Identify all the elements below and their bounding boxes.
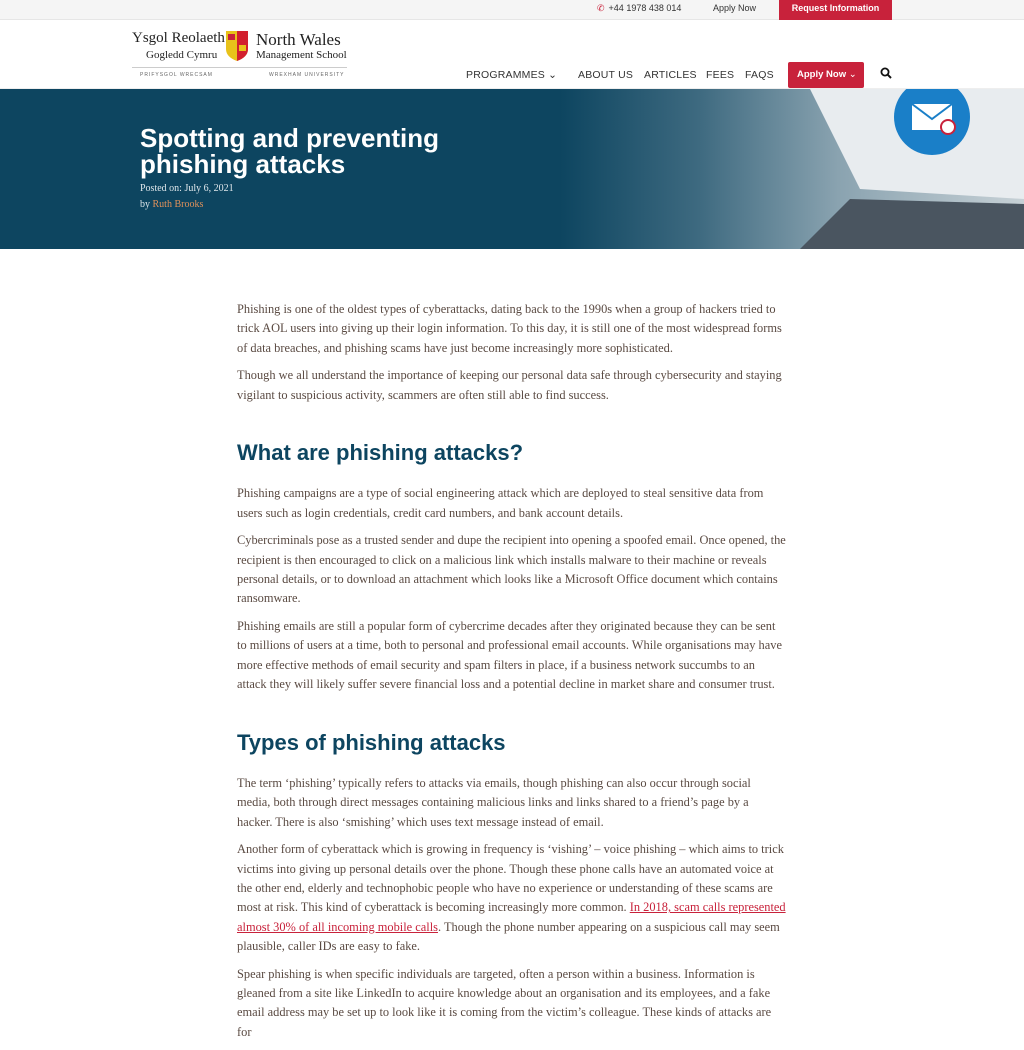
hero-laptop-image bbox=[560, 89, 1024, 249]
top-apply-link[interactable]: Apply Now bbox=[713, 3, 757, 13]
post-date: Posted on: July 6, 2021 bbox=[140, 183, 234, 194]
site-header bbox=[0, 20, 1024, 89]
author-link[interactable]: Ruth Brooks bbox=[152, 199, 204, 210]
paragraph: Phishing is one of the oldest types of cyberattacks, dating back to the 1990s when a group of hackers tried to trick AOL users into giving up their login information. To this day, it is still one of the most widespread forms of data breaches, and phishing scams have just become increasingly more sophisticated. bbox=[237, 302, 782, 355]
nav-fees[interactable]: FEES bbox=[706, 69, 735, 81]
request-information-button[interactable]: Request Information bbox=[779, 0, 892, 20]
phone-link[interactable] bbox=[597, 3, 681, 14]
article-body bbox=[237, 300, 787, 1050]
top-bar bbox=[0, 0, 1024, 20]
logo-english-line1: North Wales bbox=[256, 30, 341, 49]
paragraph: Spear phishing is when specific individuals are targeted, often a person within a business. Information is gleaned from a site like LinkedIn to acquire knowledge about an organisation and its employees, and a fake email address may be set up to look like it is coming from the victim’s colleague. These kinds of attacks are for bbox=[237, 966, 772, 1039]
logo-divider bbox=[132, 67, 347, 68]
text: . Though the phone number appearing on a suspicious call may seem plausible, caller IDs are easy to fake. bbox=[237, 919, 780, 954]
apply-now-button[interactable] bbox=[788, 62, 864, 88]
logo-sub-welsh: PRIFYSGOL WRECSAM bbox=[140, 72, 213, 78]
chevron-down-icon: ⌄ bbox=[848, 69, 857, 80]
nav-about-us[interactable]: ABOUT US bbox=[578, 69, 634, 81]
scam-calls-link[interactable]: In 2018, scam calls represented almost 30% of all incoming mobile calls bbox=[237, 900, 786, 934]
logo-sub-english: WREXHAM UNIVERSITY bbox=[269, 72, 345, 78]
paragraph: The term ‘phishing’ typically refers to attacks via emails, though phishing can also occur through social media, both through direct messages containing malicious links and links shared to a friend’s page by a hacker. There is also ‘smishing’ which uses text message instead of email. bbox=[237, 775, 751, 829]
page-title: Spotting and preventing phishing attacks bbox=[140, 123, 439, 179]
post-author bbox=[140, 199, 203, 210]
shield-crest-icon bbox=[226, 31, 248, 61]
search-icon[interactable] bbox=[880, 67, 892, 82]
paragraph bbox=[237, 840, 787, 956]
by-label: by bbox=[140, 199, 150, 210]
text: Another form of cyberattack which is growing in frequency is ‘vishing’ – voice phishing – which aims to trick victims into giving up personal details over the phone. Though these phone calls have an automated voice at the other end, elderly and technophobic people who have no experience or understanding of these scams are most at risk. This kind of cyberattack is becoming increasingly more common. bbox=[237, 842, 784, 915]
logo[interactable] bbox=[132, 30, 347, 82]
hero-banner bbox=[0, 89, 1024, 249]
phone-icon: ✆ bbox=[597, 3, 605, 13]
nav-programmes[interactable] bbox=[466, 69, 557, 81]
logo-welsh-line1: Ysgol Reolaeth bbox=[132, 30, 225, 46]
chevron-down-icon: ⌄ bbox=[548, 69, 558, 81]
section-heading: Types of phishing attacks bbox=[237, 729, 506, 755]
logo-welsh-line2: Gogledd Cymru bbox=[146, 49, 218, 61]
logo-english-line2: Management School bbox=[256, 49, 347, 61]
phone-number: +44 1978 438 014 bbox=[608, 3, 682, 13]
apply-now-label: Apply Now bbox=[797, 69, 847, 80]
nav-faqs[interactable]: FAQS bbox=[745, 69, 774, 81]
paragraph: Cybercriminals pose as a trusted sender and dupe the recipient into opening a spoofed email. Once opened, the recipient is then encouraged to click on a malicious link which installs malware to their machine or reveals personal details, or to download an attachment which looks like a Microsoft Office document which contains ransomware. bbox=[237, 533, 786, 606]
paragraph: Though we all understand the importance of keeping our personal data safe through cybersecurity and staying vigilant to suspicious activity, scammers are often still able to find success. bbox=[237, 368, 782, 402]
paragraph: Phishing campaigns are a type of social engineering attack which are deployed to steal sensitive data from users such as login credentials, credit card numbers, and bank account details. bbox=[237, 486, 764, 520]
paragraph: Phishing emails are still a popular form of cybercrime decades after they originated because they can be sent to millions of users at a time, both to personal and professional email accounts. While organisations may have more effective methods of email security and spam filters in place, if a business network succumbs to an attack they will likely suffer severe financial loss and a potential decline in market share and consumer trust. bbox=[237, 618, 782, 692]
section-heading: What are phishing attacks? bbox=[237, 440, 524, 466]
nav-label: PROGRAMMES bbox=[466, 69, 546, 81]
nav-articles[interactable]: ARTICLES bbox=[644, 69, 697, 81]
